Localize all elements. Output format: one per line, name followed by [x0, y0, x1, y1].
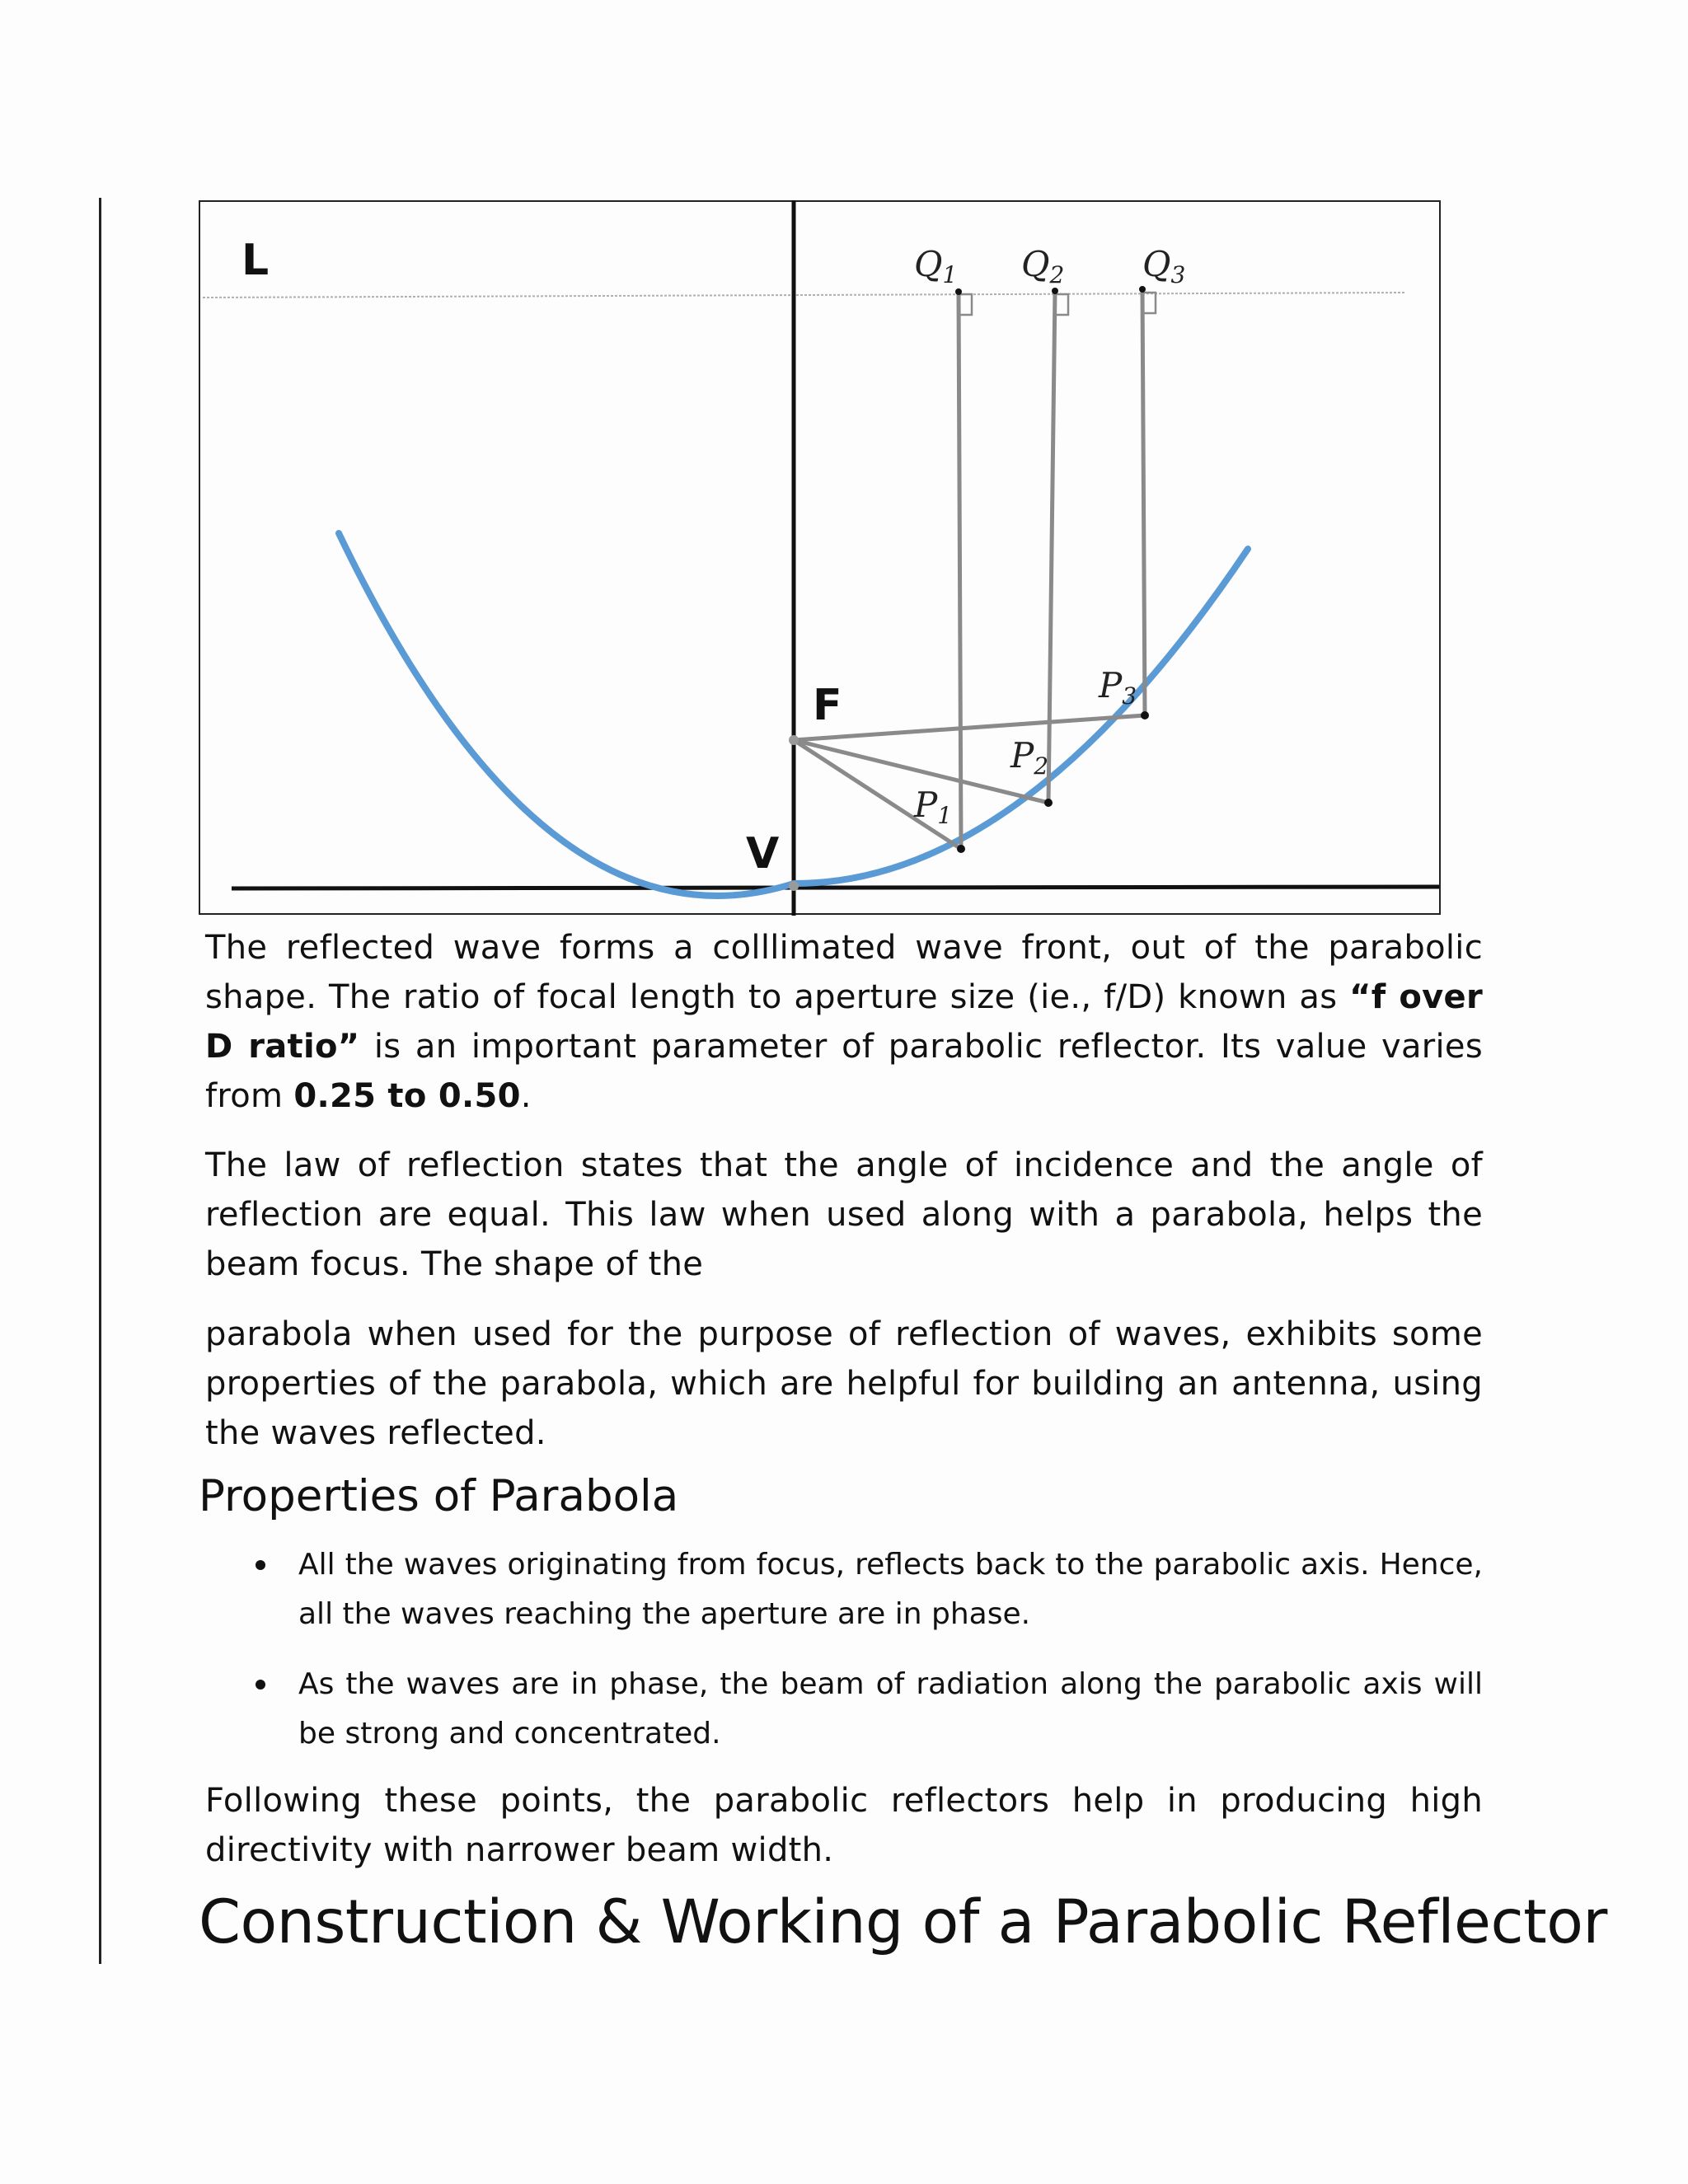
parabola-diagram: [199, 200, 1442, 916]
label-f: F: [813, 681, 842, 730]
list-item: [247, 1540, 1483, 1639]
list-item-text: As the waves are in phase, the beam of radiation along the parabolic axis will be strong and concentrated.: [298, 1667, 1483, 1750]
list-item-text: All the waves originating from focus, reflects back to the parabolic axis. Hence, all the waves reaching the aperture are in phase.: [298, 1548, 1483, 1631]
point-vertex: [789, 881, 799, 891]
ray-p3-q3: [1142, 289, 1145, 715]
properties-list: [247, 1540, 1483, 1639]
para1-text-3: .: [520, 1077, 532, 1115]
para1-text-1: The reflected wave forms a colllimated wave front, out of the parabolic shape. The ratio of focal length to aperture size (ie., f/D) known as: [205, 929, 1483, 1016]
label-q3: Q3: [1142, 244, 1186, 288]
point-p3: [1141, 711, 1149, 719]
label-p1: P1: [914, 785, 953, 829]
heading-construction-working: Construction & Working of a Parabolic Reflector: [199, 1887, 1607, 1957]
paragraph-directivity: Following these points, the parabolic reflectors help in producing high directivity with narrower beam width.: [205, 1782, 1483, 1869]
directrix-line: [203, 293, 1406, 298]
bullet-dot: [256, 1560, 265, 1570]
paragraph-parabola-reflection: parabola when used for the purpose of reflection of waves, exhibits some properties of the parabola, which are helpful for building an antenna, using the waves reflected.: [205, 1315, 1483, 1452]
point-q2: [1052, 288, 1058, 294]
label-q1: Q1: [914, 244, 958, 288]
tangent-line: [232, 887, 1439, 888]
para1-bold-range: 0.25 to 0.50: [293, 1077, 521, 1115]
list-item: [247, 1660, 1483, 1759]
label-q2: Q2: [1021, 244, 1065, 288]
parabola-diagram-svg: [199, 200, 1442, 916]
point-q3: [1139, 286, 1146, 293]
label-v: V: [746, 829, 780, 879]
ray-p1-q1: [959, 292, 961, 849]
paragraph-f-over-d: [205, 923, 1483, 1121]
diagram-frame: [199, 201, 1440, 914]
heading-properties-of-parabola: Properties of Parabola: [199, 1471, 679, 1521]
bullet-dot: [256, 1680, 265, 1690]
para1-bold-ratio: “f over D ratio”: [205, 978, 1483, 1066]
properties-list-2: [247, 1660, 1483, 1759]
point-p2: [1044, 799, 1053, 807]
label-l: L: [241, 236, 270, 285]
label-p3: P3: [1099, 665, 1137, 710]
point-focus: [789, 735, 799, 745]
point-q1: [955, 288, 962, 295]
margin-rule: [99, 198, 101, 1964]
point-p1: [957, 845, 965, 853]
paragraph-law-of-reflection: The law of reflection states that the angle of incidence and the angle of reflection are equal. This law when used along with a parabola, helps the beam focus. The shape of the: [205, 1146, 1483, 1283]
para1-text-2: is an important parameter of parabolic reflector. Its value varies from: [205, 1028, 1483, 1115]
label-p2: P2: [1010, 735, 1049, 780]
ray-p2-q2: [1048, 291, 1055, 803]
